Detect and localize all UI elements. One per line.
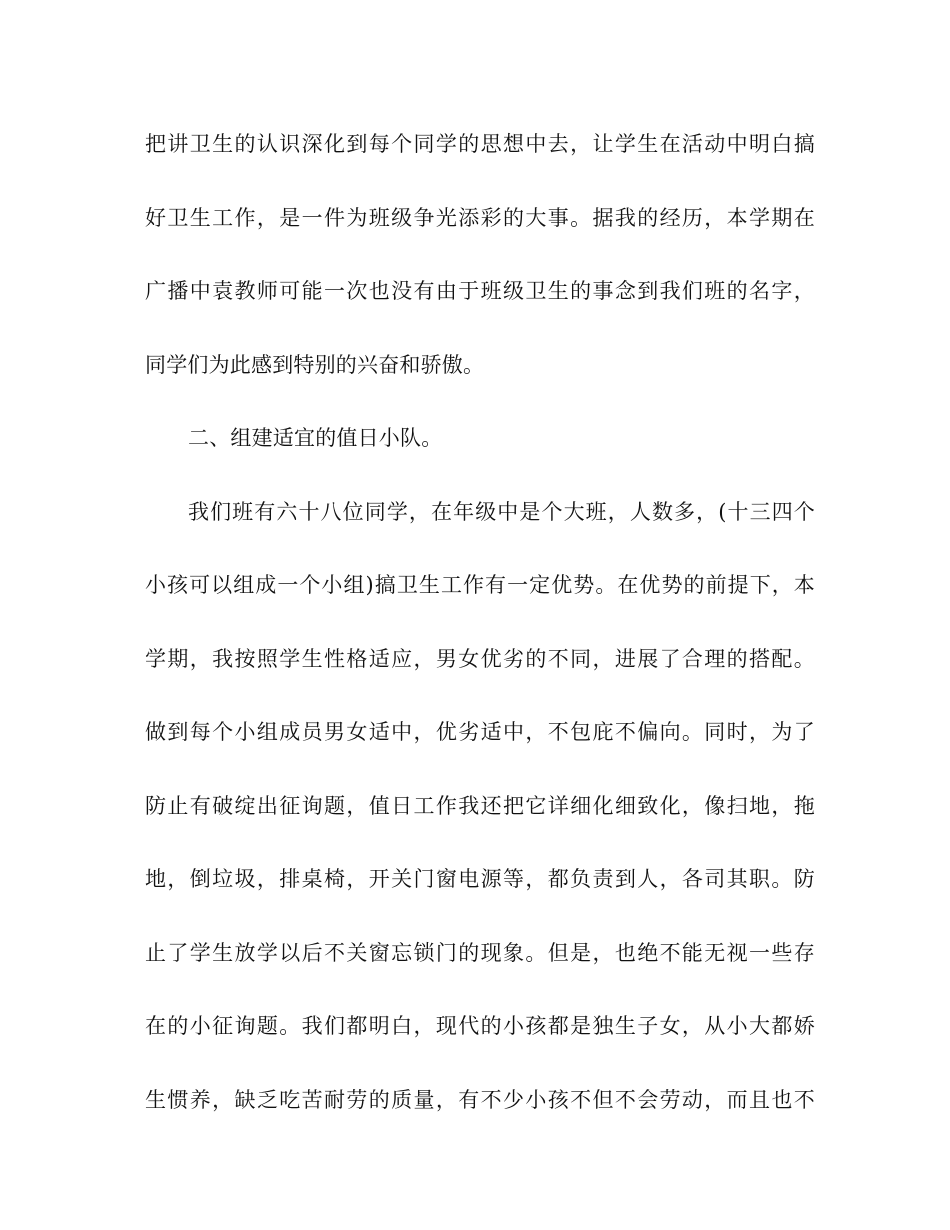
text-line: 广播中袁教师可能一次也没有由于班级卫生的事念到我们班的名字， [145,279,815,303]
text-line: 小孩可以组成一个小组)搞卫生工作有一定优势。在优势的前提下，本 [145,573,815,597]
section-heading: 二、组建适宜的值日小队。 [188,426,443,450]
text-line: 止了学生放学以后不关窗忘锁门的现象。但是，也绝不能无视一些存 [145,940,815,965]
text-line: 地，倒垃圾，排桌椅，开关门窗电源等，都负责到人，各司其职。防 [145,867,815,891]
text-line: 我们班有六十八位同学，在年级中是个大班，人数多，(十三四个 [188,499,815,524]
text-line: 做到每个小组成员男女适中，优劣适中，不包庇不偏向。同时，为了 [145,720,815,744]
text-line: 在的小征询题。我们都明白，现代的小孩都是独生子女，从小大都娇 [145,1014,815,1038]
text-line: 把讲卫生的认识深化到每个同学的思想中去，让学生在活动中明白搞 [145,132,815,156]
text-line: 同学们为此感到特别的兴奋和骄傲。 [145,352,485,377]
document-body [145,128,815,1157]
text-line: 生惯养，缺乏吃苦耐劳的质量，有不少小孩不但不会劳动，而且也不 [145,1087,815,1112]
text-line: 好卫生工作，是一件为班级争光添彩的大事。据我的经历，本学期在 [145,205,815,230]
text-line: 学期，我按照学生性格适应，男女优劣的不同，进展了合理的搭配。 [145,646,815,671]
text-line: 防止有破绽出征询题，值日工作我还把它详细化细致化，像扫地，拖 [145,793,815,818]
